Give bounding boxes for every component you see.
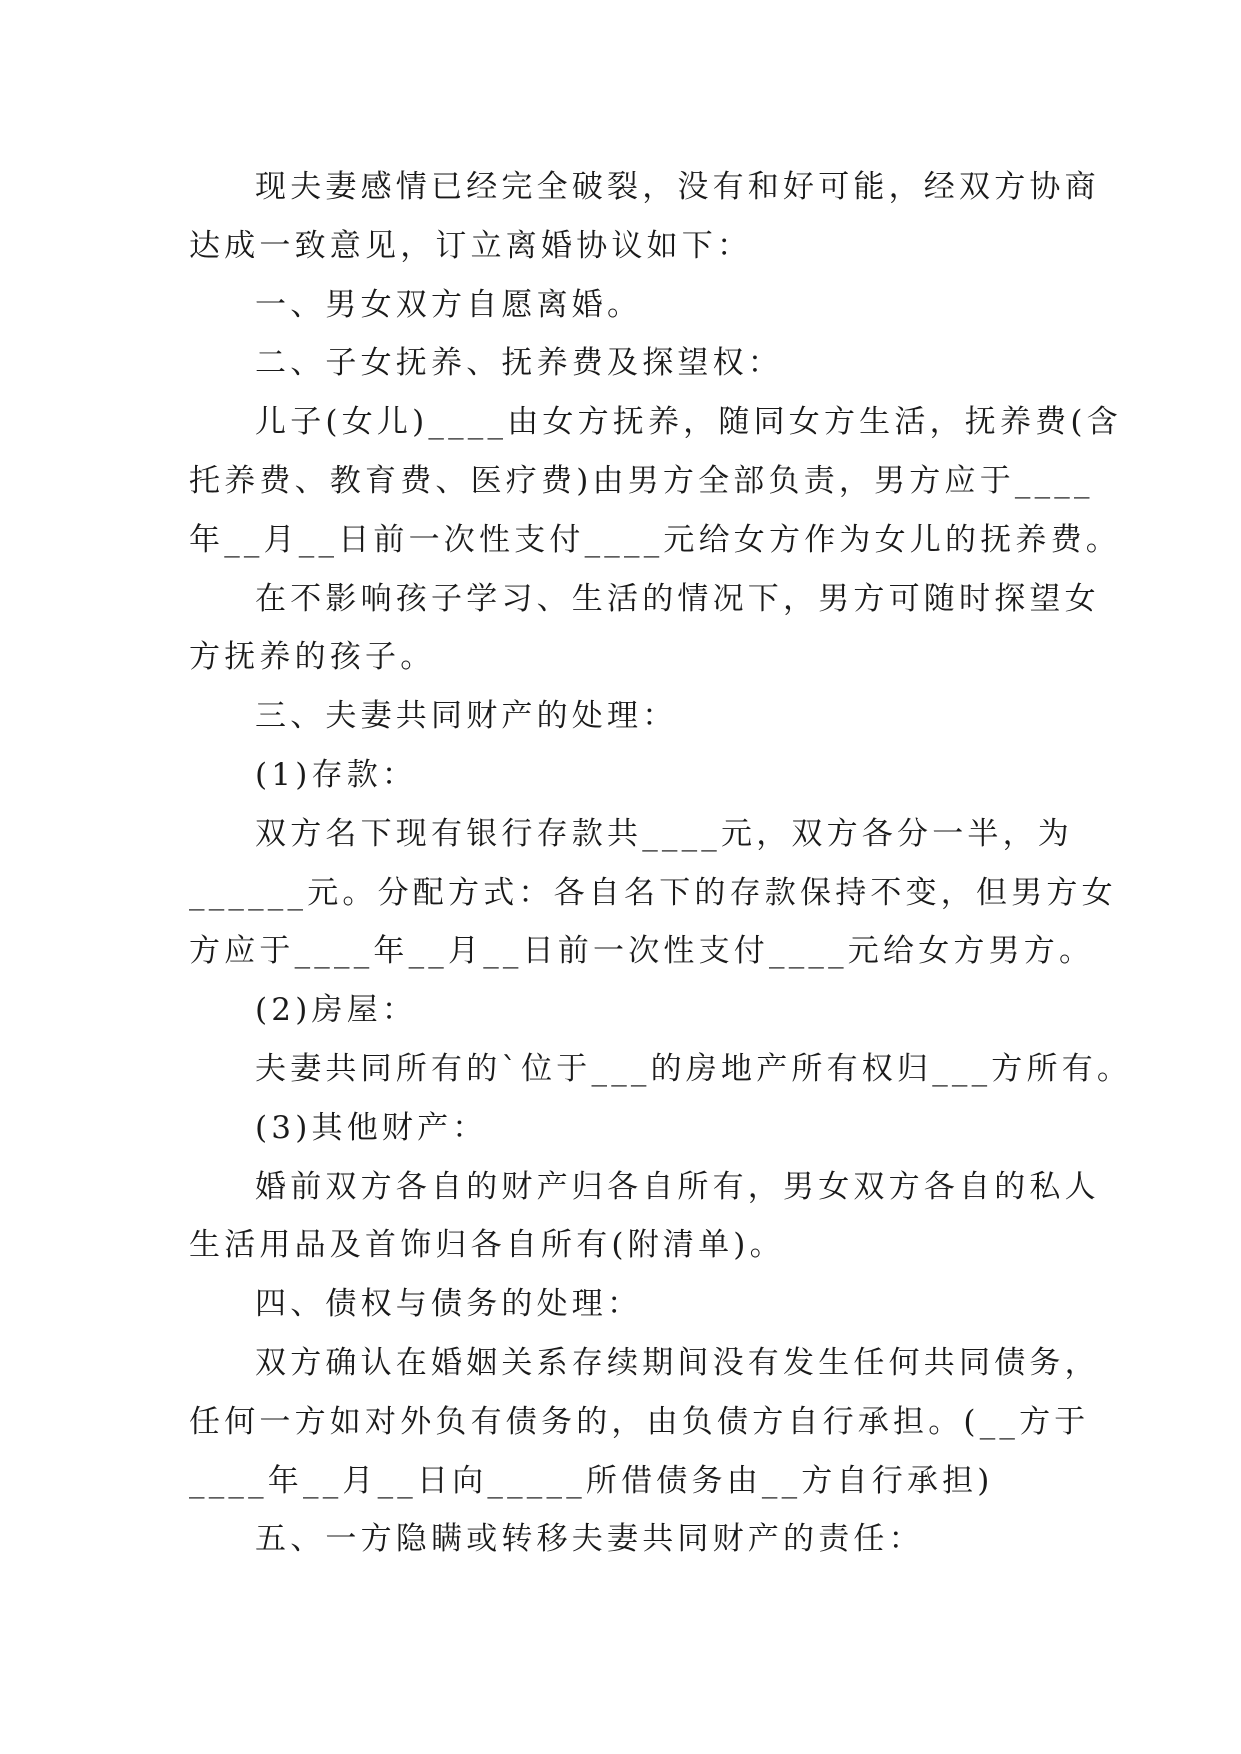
paragraph-line: 年__月__日前一次性支付____元给女方作为女儿的抚养费。	[189, 521, 1121, 558]
clause-heading: 四、债权与债务的处理：	[255, 1286, 643, 1323]
clause-heading: 三、夫妻共同财产的处理：	[255, 698, 678, 735]
clause-heading: 五、一方隐瞒或转移夫妻共同财产的责任：	[255, 1521, 924, 1558]
paragraph-line: ____年__月__日向_____所借债务由__方自行承担)	[189, 1462, 994, 1499]
paragraph-line: 在不影响孩子学习、生活的情况下，男方可随时探望女	[255, 580, 1100, 617]
paragraph-line: 方抚养的孩子。	[189, 639, 436, 676]
sub-clause-heading: (1)存款：	[255, 756, 418, 793]
paragraph-line: 婚前双方各自的财产归各自所有，男女双方各自的私人	[255, 1168, 1100, 1205]
agreement-body	[189, 158, 1133, 1569]
clause-heading: 二、子女抚养、抚养费及探望权：	[255, 345, 783, 382]
sub-clause-heading: (2)房屋：	[255, 992, 418, 1029]
paragraph-line: 达成一致意见，订立离婚协议如下：	[189, 227, 753, 264]
paragraph-line: 双方名下现有银行存款共____元，双方各分一半，为	[255, 815, 1073, 852]
sub-clause-heading: (3)其他财产：	[255, 1109, 488, 1146]
paragraph-line: 方应于____年__月__日前一次性支付____元给女方男方。	[189, 933, 1095, 970]
paragraph-line: 现夫妻感情已经完全破裂，没有和好可能，经双方协商	[255, 169, 1100, 205]
paragraph-line: 托养费、教育费、医疗费)由男方全部负责，男方应于____	[189, 462, 1094, 499]
paragraph-line: 夫妻共同所有的`位于___的房地产所有权归___方所有。	[255, 1050, 1133, 1087]
paragraph-line: 任何一方如对外负有债务的，由负债方自行承担。(__方于	[189, 1403, 1090, 1440]
paragraph-line: ______元。分配方式：各自名下的存款保持不变，但男方女	[189, 874, 1117, 911]
paragraph-line: 生活用品及首饰归各自所有(附清单)。	[189, 1227, 785, 1264]
paragraph-line: 儿子(女儿)____由女方抚养，随同女方生活，抚养费(含	[255, 404, 1122, 441]
paragraph-line: 双方确认在婚姻关系存续期间没有发生任何共同债务，	[255, 1344, 1100, 1381]
clause-heading: 一、男女双方自愿离婚。	[255, 286, 643, 323]
